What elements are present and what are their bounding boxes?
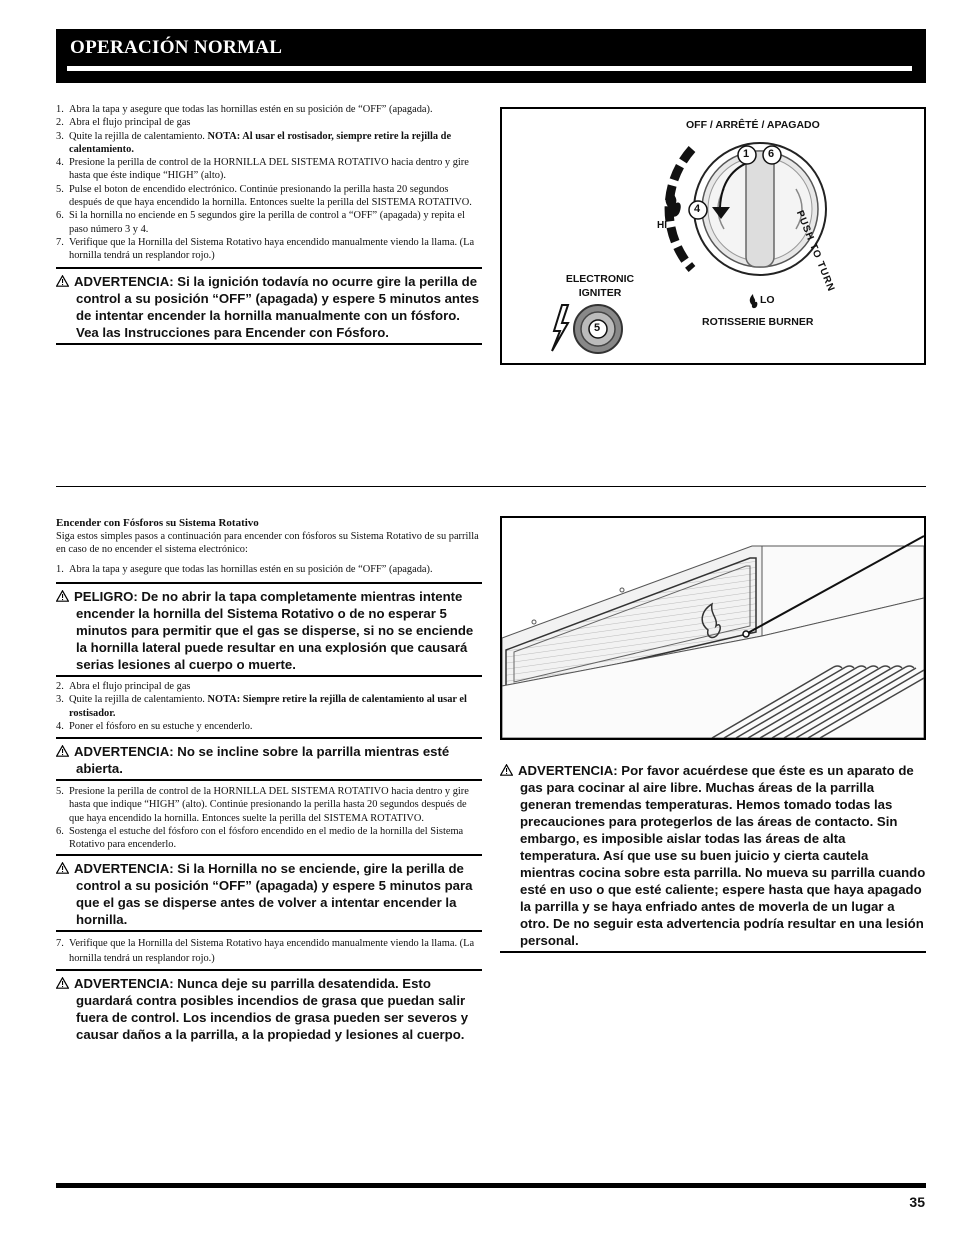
- grill-illustration: [502, 518, 924, 738]
- match-lighting-section: [56, 517, 482, 1045]
- callout-4-label: 4: [694, 203, 701, 215]
- match-lighting-intro: Siga estos simples pasos a continuación para encender con fósforos su Sistema Rotativo de su parrilla en caso de no encender el sistema electrónico:: [56, 531, 479, 555]
- electronic-ignition-section: [56, 103, 482, 345]
- warning-icon: [56, 977, 69, 989]
- callout-6-label: 6: [768, 148, 775, 160]
- warning-text: ADVERTENCIA: Si la ignición todavía no ocurre gire la perilla de control a su posición “OFF” (apagada) y espere 5 minutos antes de intentar encender la hornilla manualmente con un fósforo. Vea las Instrucciones para Encender con Fósforo.: [74, 273, 480, 340]
- danger-warning: [56, 582, 482, 677]
- grill-burner-figure: [500, 516, 926, 740]
- warning-icon: [56, 745, 69, 757]
- hot-surface-warning: [500, 758, 926, 953]
- hot-warning-text: ADVERTENCIA: Por favor acuérdese que éste es un aparato de gas para cocinar al aire libre. Muchas áreas de la parrilla generan tremendas temperaturas. Hemos tomado todas las precauciones para protegerlos de las áreas de contacto. Sin embargo, es imposible aislar todas las áreas de alta temperatura. Así que use su buen juicio y cierta cautela mientras cocina sobre esta parrilla. No mueva su parrilla cuando esté en uso o que esté caliente; espere hasta que haya apagado la parrilla y se haya enfriado antes de moverla de un lugar a otro. De no seguir esta advertencia podría resultar en una lesión personal.: [518, 763, 926, 948]
- section-header: [56, 29, 926, 83]
- off-warning-text: ADVERTENCIA: Si la Hornilla no se enciende, gire la perilla de control a su posición “OFF” (apagada) y espere 5 minutos para que el gas se disperse antes de volver a intentar encender la hornilla.: [74, 860, 473, 927]
- page-title: OPERACIÓN NORMAL: [70, 37, 283, 58]
- list-item: 2. Abra el flujo principal de gas: [56, 117, 191, 129]
- match-holder-tip: [743, 631, 749, 637]
- list-item: 5. Pulse el boton de encendido electrónico. Continúe presionando la perilla hasta 20 segundos después de que haya encendido la hornilla. Entonces suelte la perilla del SISTEMA ROTATIVO.: [56, 183, 472, 209]
- lo-label: LO: [760, 294, 775, 306]
- callout-1-label: 1: [743, 148, 750, 160]
- list-item: 3. Quite la rejilla de calentamiento. NOTA: Al usar el rostisador, siempre retire la rejilla de calentamiento.: [56, 130, 452, 155]
- warning-icon: [56, 590, 69, 602]
- off-label: OFF / ARRÊTÉ / APAGADO: [686, 119, 820, 131]
- list-item: 3. Quite la rejilla de calentamiento. NOTA: Siempre retire la rejilla de calentamiento al usar el rostisador.: [56, 694, 467, 719]
- screw: [620, 588, 624, 592]
- section-divider: [56, 486, 926, 487]
- header-rule: [67, 66, 912, 71]
- push-to-turn-label: PUSH TO TURN: [793, 209, 837, 294]
- match-step-1: 1. Abra la tapa y asegure que todas las hornillas estén en su posición de “OFF” (apagada).: [56, 564, 433, 575]
- match-steps-2-4: [56, 680, 482, 733]
- warning-icon: [500, 764, 513, 776]
- list-item: 4. Poner el fósforo en su estuche y encenderlo.: [56, 720, 253, 732]
- warning-icon: [56, 862, 69, 874]
- match-lighting-heading: Encender con Fósforos su Sistema Rotativo: [56, 517, 259, 529]
- ignition-steps: [56, 103, 482, 263]
- match-steps-5-6: [56, 785, 482, 851]
- match-step-7: 7. Verifique que la Hornilla del Sistema Rotativo haya encendido manualmente viendo la llama. (La hornilla tendrá un resplandor rojo.): [56, 937, 475, 964]
- hot-surface-section: [500, 758, 926, 953]
- list-item: 6. Si la hornilla no enciende en 5 segundos gire la perilla de control a “OFF” (apagada) y repita el paso número 3 y 4.: [56, 210, 465, 235]
- list-item: 6. Sostenga el estuche del fósforo con el fósforo encendido en el medio de la hornilla del Sistema Rotativo para encenderlo.: [56, 826, 464, 851]
- lean-warning-text: ADVERTENCIA: No se incline sobre la parrilla mientras esté abierta.: [74, 744, 450, 777]
- warning-icon: [56, 275, 69, 287]
- ignition-warning: [56, 267, 482, 345]
- footer-rule: [56, 1183, 926, 1188]
- igniter-label: ELECTRONIC IGNITER: [565, 273, 635, 299]
- list-item: 4. Presione la perilla de control de la HORNILLA DEL SISTEMA ROTATIVO hacia dentro y gire hasta que éste indique “HIGH” (alto).: [56, 157, 469, 182]
- lightning-icon: [552, 305, 568, 351]
- list-item: 1. Abra la tapa y asegure que todas las hornillas estén en su posición de “OFF” (apagada).: [56, 104, 433, 115]
- unattended-warning: [56, 969, 482, 1045]
- lo-flame-icon: [750, 294, 758, 308]
- control-knob-figure: [500, 107, 926, 365]
- screw: [532, 620, 536, 624]
- off-warning: [56, 854, 482, 932]
- lean-warning: [56, 737, 482, 781]
- unattended-warning-text: ADVERTENCIA: Nunca deje su parrilla desatendida. Esto guardará contra posibles incendios de grasa que puedan salir fuera de control. Los incendios de grasa pueden ser severos y causar daños a la parrilla, a la propiedad y lesiones al cuerpo.: [74, 975, 469, 1042]
- page-number: 35: [909, 1194, 925, 1210]
- list-item: 5. Presione la perilla de control de la HORNILLA DEL SISTEMA ROTATIVO hacia dentro y gire hasta que indique “HIGH” (alto). Continúe presionando la perilla hasta 20 segundos después de que haya encendido la hornilla. Entonces suelte la perilla del SISTEMA ROTATIVO.: [56, 786, 469, 824]
- knob-grip: [746, 151, 774, 267]
- list-item: 7. Verifique que la Hornilla del Sistema Rotativo haya encendido manualmente viendo la llama. (La hornilla tendrá un resplandor rojo.): [56, 236, 475, 262]
- list-item: 2. Abra el flujo principal de gas: [56, 681, 191, 692]
- callout-5-label: 5: [594, 322, 601, 334]
- hi-label: HI: [657, 220, 667, 231]
- danger-text: PELIGRO: De no abrir la tapa completamente mientras intente encender la hornilla del Sistema Rotativo o de no esperar 5 minutos para permitir que el gas se disperse, si no se enciende la hornilla lateral puede resultar en una explosión que causará serias lesiones al cuerpo o muerte.: [74, 589, 474, 672]
- rotisserie-burner-label: ROTISSERIE BURNER: [702, 316, 814, 328]
